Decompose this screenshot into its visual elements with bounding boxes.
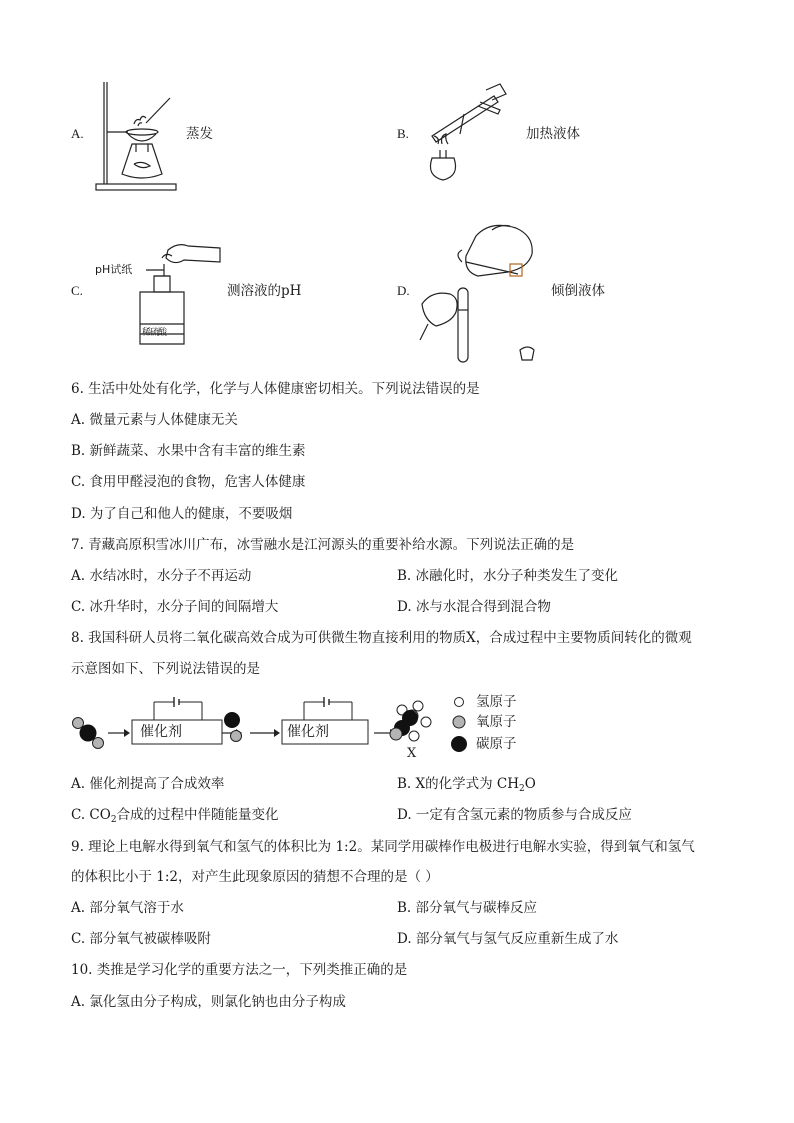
question-7-option-c: C. 冰升华时，水分子间的间隔增大 — [71, 599, 279, 615]
option-d-label: 倾倒液体 — [551, 283, 605, 299]
question-9-option-d: D. 部分氧气与氢气反应重新生成了水 — [397, 931, 619, 947]
question-7-option-d: D. 冰与水混合得到混合物 — [397, 599, 551, 615]
question-6-option-b: B. 新鲜蔬菜、水果中含有丰富的维生素 — [71, 443, 306, 459]
question-6-stem: 6. 生活中处处有化学，化学与人体健康密切相关。下列说法错误的是 — [71, 381, 480, 397]
question-6-option-a: A. 微量元素与人体健康无关 — [71, 412, 238, 428]
option-b-letter: B. — [397, 126, 409, 141]
option-c-letter: C. — [71, 283, 83, 298]
legend-carbon-symbol — [451, 736, 467, 752]
co-molecule — [224, 712, 242, 742]
evaporation-apparatus-illustration — [88, 78, 180, 193]
legend-hydrogen-symbol — [455, 698, 464, 707]
question-6-option-c: C. 食用甲醛浸泡的食物，危害人体健康 — [71, 474, 306, 490]
question-8-option-b-subscript: 2 — [519, 784, 525, 794]
question-8-option-b-text: B. X的化学式为 CH — [397, 776, 520, 792]
heating-liquid-illustration — [420, 84, 512, 194]
question-10-option-a: A. 氯化氢由分子构成，则氯化钠也由分子构成 — [71, 994, 346, 1010]
option-b-label: 加热液体 — [526, 126, 580, 142]
legend-oxygen-symbol — [453, 716, 465, 728]
question-6-option-d: D. 为了自己和他人的健康，不要吸烟 — [71, 506, 293, 522]
question-8-option-b — [397, 775, 536, 798]
product-x-molecule — [390, 701, 431, 741]
question-8-stem-line1: 8. 我国科研人员将二氧化碳高效合成为可供微生物直接利用的物质X，合成过程中主要物质间转化的微观 — [71, 630, 692, 646]
question-8-stem-line2: 示意图如下、下列说法错误的是 — [71, 661, 260, 677]
option-a-letter: A. — [71, 126, 84, 141]
co2-molecule — [73, 718, 104, 749]
question-8-option-b-tail: O — [524, 776, 536, 792]
legend-carbon: 碳原子 — [476, 736, 517, 752]
question-9-stem-line2: 的体积比小于 1:2，对产生此现象原因的猜想不合理的是（ ） — [71, 869, 439, 885]
question-8-option-c-subscript: 2 — [110, 815, 117, 825]
question-9-option-b: B. 部分氧气与碳棒反应 — [397, 900, 538, 916]
question-10-stem: 10. 类推是学习化学的重要方法之一，下列类推正确的是 — [71, 962, 408, 978]
question-7-stem: 7. 青藏高原积雪冰川广布，冰雪融水是江河源头的重要补给水源。下列说法正确的是 — [71, 537, 575, 553]
question-9-option-a: A. 部分氧气溶于水 — [71, 900, 184, 916]
question-8-option-d: D. 一定有含氢元素的物质参与合成反应 — [397, 807, 632, 823]
question-8-option-c — [71, 806, 279, 829]
option-a-label: 蒸发 — [186, 126, 213, 142]
question-7-option-a: A. 水结冰时，水分子不再运动 — [71, 568, 252, 584]
option-c-label: 测溶液的pH — [227, 283, 302, 299]
legend-oxygen: 氧原子 — [476, 714, 517, 730]
question-7-option-b: B. 冰融化时，水分子种类发生了变化 — [397, 568, 619, 584]
bottle-label: 稀硫酸 — [142, 328, 167, 338]
question-8-option-c-text: C. CO — [71, 807, 111, 823]
product-x-label: X — [407, 746, 417, 761]
question-9-stem-line1: 9. 理论上电解水得到氧气和氢气的体积比为 1:2。某同学用碳棒作电极进行电解水实验，得到氧气和氢气 — [71, 839, 695, 855]
question-8-option-c-tail: 合成的过程中伴随能量变化 — [116, 807, 279, 823]
legend-hydrogen: 氢原子 — [476, 694, 517, 710]
question-8-option-a: A. 催化剂提高了合成效率 — [71, 776, 225, 792]
pouring-liquid-illustration — [418, 220, 548, 365]
option-d-letter: D. — [397, 283, 410, 298]
catalyst-label-1: 催化剂 — [140, 724, 182, 740]
question-9-option-c: C. 部分氧气被碳棒吸附 — [71, 931, 211, 947]
catalyst-label-2: 催化剂 — [287, 724, 329, 740]
ph-paper-label: pH试纸 — [95, 263, 133, 276]
